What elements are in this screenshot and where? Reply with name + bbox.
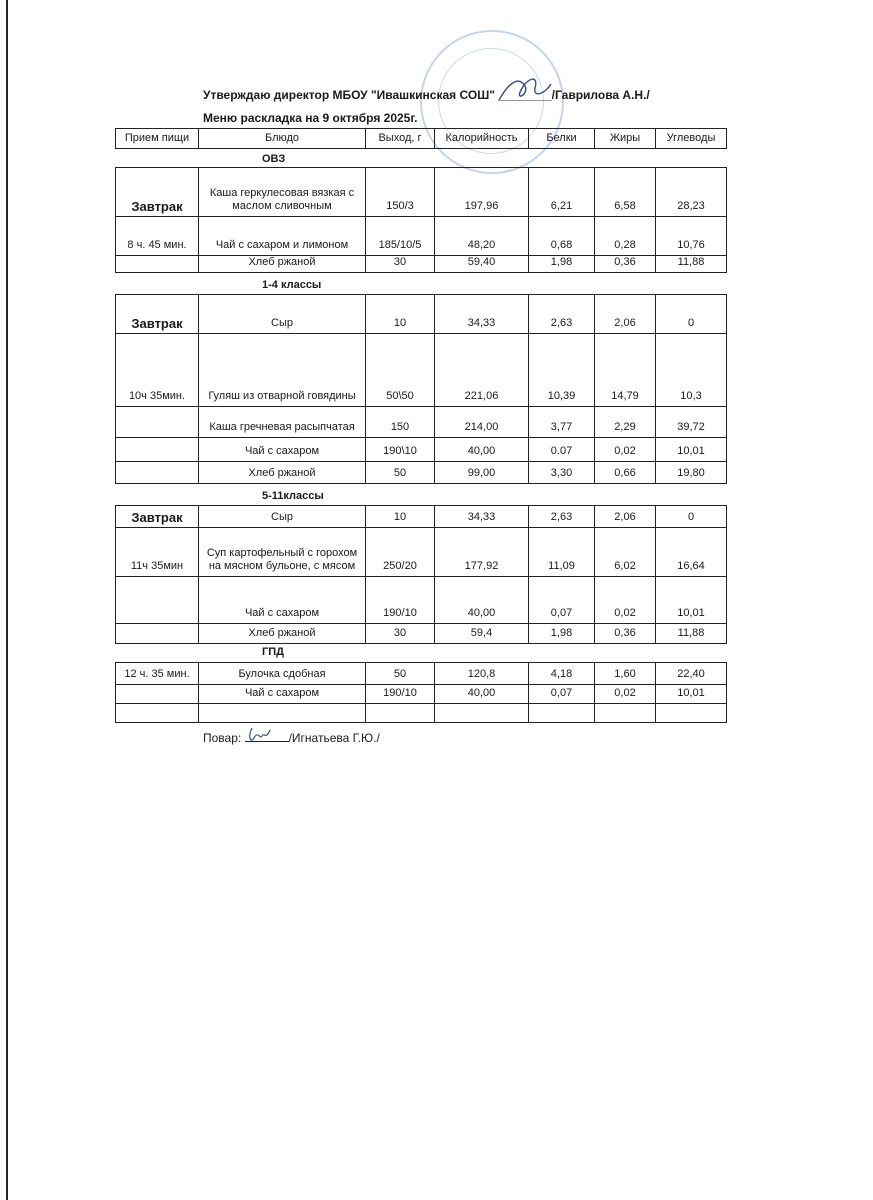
cell-dish: Каша гречневая расыпчатая (199, 407, 366, 438)
cell-yield (366, 704, 435, 723)
table-row (116, 334, 727, 407)
cell-protein: 11,09 (529, 528, 595, 577)
cell-kcal: 59,4 (435, 624, 529, 644)
cell-fat (595, 704, 656, 723)
cell-carbs: 10,01 (656, 577, 727, 624)
cell-carbs: 11,88 (656, 256, 727, 273)
column-header-dish: Блюдо (199, 129, 366, 149)
cell-meal: Завтрак (116, 295, 199, 334)
column-header-yield: Выход, г (366, 129, 435, 149)
table-row (116, 704, 727, 723)
cell-fat: 0,36 (595, 624, 656, 644)
cell-carbs: 10,01 (656, 685, 727, 704)
table-row (116, 438, 727, 462)
cell-protein: 0.07 (529, 438, 595, 462)
menu-title: Меню раскладка на 9 октября 2025г. (203, 111, 418, 125)
column-header-kcal: Калорийность (435, 129, 529, 149)
cell-fat: 2,06 (595, 295, 656, 334)
cell-protein: 3,77 (529, 407, 595, 438)
cell-meal: Завтрак (116, 168, 199, 217)
cell-protein: 0,68 (529, 217, 595, 256)
cell-kcal: 59,40 (435, 256, 529, 273)
cell-yield: 50\50 (366, 334, 435, 407)
cell-protein: 10,39 (529, 334, 595, 407)
cell-yield: 10 (366, 295, 435, 334)
menu-table-section (115, 294, 727, 484)
table-row (116, 407, 727, 438)
cell-carbs: 10,3 (656, 334, 727, 407)
cell-carbs: 19,80 (656, 462, 727, 484)
cell-kcal: 120,8 (435, 663, 529, 685)
cell-dish: Булочка сдобная (199, 663, 366, 685)
cell-yield: 30 (366, 256, 435, 273)
cell-yield: 190\10 (366, 438, 435, 462)
cook-label: Повар: (203, 731, 242, 745)
cell-meal (116, 256, 199, 273)
cell-fat: 2,06 (595, 506, 656, 528)
table-row (116, 506, 727, 528)
cell-yield: 190/10 (366, 685, 435, 704)
cell-fat: 0,66 (595, 462, 656, 484)
cell-dish: Чай с сахаром (199, 685, 366, 704)
cell-protein: 2,63 (529, 506, 595, 528)
cook-signature-line (203, 731, 380, 745)
cell-dish: Чай с сахаром (199, 438, 366, 462)
cell-meal (116, 685, 199, 704)
director-name: /Гаврилова А.Н./ (551, 88, 650, 102)
cell-carbs: 16,64 (656, 528, 727, 577)
menu-table-section (115, 505, 727, 644)
cell-kcal: 99,00 (435, 462, 529, 484)
cell-protein: 1,98 (529, 624, 595, 644)
cell-meal (116, 704, 199, 723)
cell-yield: 30 (366, 624, 435, 644)
column-header-carbs: Углеводы (656, 129, 727, 149)
cell-fat: 0,28 (595, 217, 656, 256)
cell-dish: Чай с сахаром (199, 577, 366, 624)
cell-protein: 1,98 (529, 256, 595, 273)
cell-fat: 0,02 (595, 577, 656, 624)
cell-protein: 6,21 (529, 168, 595, 217)
column-header-table (115, 128, 727, 149)
cell-fat: 0,02 (595, 438, 656, 462)
cell-kcal: 221,06 (435, 334, 529, 407)
menu-table-section (115, 167, 727, 273)
cell-meal: 8 ч. 45 мин. (116, 217, 199, 256)
cell-protein: 2,63 (529, 295, 595, 334)
cook-name: /Игнатьева Г.Ю./ (288, 731, 380, 745)
cell-dish: Чай с сахаром и лимоном (199, 217, 366, 256)
cell-meal (116, 624, 199, 644)
cell-kcal: 48,20 (435, 217, 529, 256)
cell-yield: 190/10 (366, 577, 435, 624)
cell-fat: 0,02 (595, 685, 656, 704)
table-row (116, 624, 727, 644)
cell-carbs: 10,01 (656, 438, 727, 462)
approval-prefix: Утверждаю директор МБОУ "Ивашкинская СОШ" ________ (203, 88, 552, 102)
cell-kcal: 40,00 (435, 438, 529, 462)
cook-signature (246, 724, 276, 750)
approval-line (203, 88, 650, 102)
cell-carbs: 39,72 (656, 407, 727, 438)
cell-fat: 14,79 (595, 334, 656, 407)
cell-dish: Сыр (199, 506, 366, 528)
cell-dish: Хлеб ржаной (199, 624, 366, 644)
menu-table-section (115, 662, 727, 723)
column-header-meal: Прием пищи (116, 129, 199, 149)
cell-protein (529, 704, 595, 723)
cell-meal (116, 577, 199, 624)
cell-fat: 6,02 (595, 528, 656, 577)
table-row (116, 256, 727, 273)
cell-yield: 150 (366, 407, 435, 438)
cell-dish (199, 704, 366, 723)
table-row (116, 168, 727, 217)
cell-protein: 0,07 (529, 685, 595, 704)
cell-yield: 50 (366, 462, 435, 484)
cell-carbs: 11,88 (656, 624, 727, 644)
cell-dish: Каша геркулесовая вязкая с маслом сливочным (199, 168, 366, 217)
cell-meal: 11ч 35мин (116, 528, 199, 577)
table-row (116, 577, 727, 624)
cell-protein: 4,18 (529, 663, 595, 685)
cell-protein: 0,07 (529, 577, 595, 624)
cell-yield: 185/10/5 (366, 217, 435, 256)
cell-fat: 2,29 (595, 407, 656, 438)
cell-protein: 3,30 (529, 462, 595, 484)
cell-kcal: 214,00 (435, 407, 529, 438)
cell-meal: Завтрак (116, 506, 199, 528)
table-row (116, 295, 727, 334)
cell-carbs (656, 704, 727, 723)
cell-kcal: 40,00 (435, 577, 529, 624)
cell-kcal: 177,92 (435, 528, 529, 577)
scan-edge (6, 0, 8, 1200)
cell-dish: Суп картофельный с горохом на мясном бульоне, с мясом (199, 528, 366, 577)
cell-kcal: 34,33 (435, 295, 529, 334)
cell-kcal (435, 704, 529, 723)
cell-meal (116, 438, 199, 462)
cell-carbs: 10,76 (656, 217, 727, 256)
section-label: 1-4 классы (262, 279, 322, 291)
cell-meal (116, 462, 199, 484)
cell-dish: Хлеб ржаной (199, 462, 366, 484)
table-row (116, 462, 727, 484)
cell-carbs: 22,40 (656, 663, 727, 685)
column-header-protein: Белки (529, 129, 595, 149)
cell-meal: 10ч 35мин. (116, 334, 199, 407)
cell-kcal: 197,96 (435, 168, 529, 217)
cell-fat: 0,36 (595, 256, 656, 273)
cell-carbs: 28,23 (656, 168, 727, 217)
cell-yield: 250/20 (366, 528, 435, 577)
table-row (116, 685, 727, 704)
table-row (116, 217, 727, 256)
cell-yield: 150/3 (366, 168, 435, 217)
cell-meal: 12 ч. 35 мин. (116, 663, 199, 685)
cell-dish: Сыр (199, 295, 366, 334)
cell-kcal: 40,00 (435, 685, 529, 704)
cell-dish: Хлеб ржаной (199, 256, 366, 273)
cell-carbs: 0 (656, 295, 727, 334)
section-label: ГПД (262, 646, 284, 658)
cell-dish: Гуляш из отварной говядины (199, 334, 366, 407)
cell-meal (116, 407, 199, 438)
cell-fat: 6,58 (595, 168, 656, 217)
column-header-fat: Жиры (595, 129, 656, 149)
cell-carbs: 0 (656, 506, 727, 528)
cell-yield: 10 (366, 506, 435, 528)
cell-kcal: 34,33 (435, 506, 529, 528)
cell-yield: 50 (366, 663, 435, 685)
cell-fat: 1,60 (595, 663, 656, 685)
section-label: 5-11классы (262, 490, 324, 502)
table-row (116, 663, 727, 685)
table-row (116, 528, 727, 577)
section-label: ОВЗ (262, 153, 286, 165)
